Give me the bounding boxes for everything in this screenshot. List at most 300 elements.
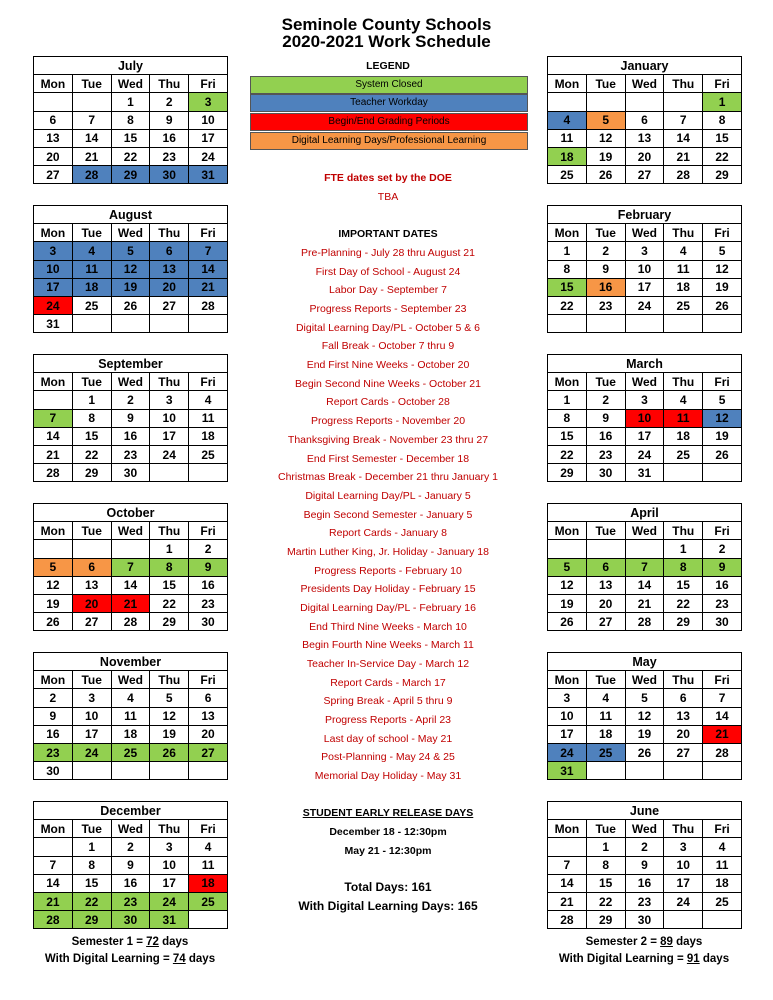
day-cell: 22 [703,147,742,165]
day-cell [548,540,587,558]
week-row [34,743,228,761]
week-row [34,391,228,409]
day-header: Fri [703,522,742,540]
week-row [548,111,742,129]
legend-digital-learning: Digital Learning Days/Professional Learning [250,132,528,150]
week-row [548,911,742,929]
semester1-total: Semester 1 = 72 days [71,936,189,948]
day-cell: 22 [586,892,625,910]
important-dates-heading: IMPORTANT DATES [338,228,438,240]
day-cell [34,93,73,111]
day-cell [72,315,111,333]
important-date-item: Digital Learning Day/PL - February 16 [300,601,476,614]
page-title: Seminole County Schools [281,15,492,34]
day-cell: 14 [72,129,111,147]
week-row [34,558,228,576]
day-cell: 28 [664,166,703,184]
week-row [548,743,742,761]
day-cell: 25 [72,296,111,314]
day-cell: 31 [34,315,73,333]
day-cell: 9 [189,558,228,576]
day-cell: 31 [548,762,587,780]
day-cell: 4 [548,111,587,129]
day-cell: 21 [34,892,73,910]
month-name: April [548,504,742,522]
day-cell: 20 [586,594,625,612]
day-cell: 22 [72,892,111,910]
day-header: Fri [703,75,742,93]
month-calendar-january [547,56,742,184]
day-header: Mon [548,671,587,689]
day-cell: 11 [703,856,742,874]
day-cell: 7 [703,689,742,707]
day-header: Thu [150,224,189,242]
day-header: Wed [625,820,664,838]
month-calendar-august [33,205,228,333]
day-cell: 11 [664,260,703,278]
day-cell: 5 [586,111,625,129]
day-cell [189,315,228,333]
day-cell [150,464,189,482]
day-cell: 22 [72,445,111,463]
day-cell: 29 [586,911,625,929]
day-cell: 30 [111,464,150,482]
day-cell: 16 [111,874,150,892]
week-row [548,464,742,482]
week-row [548,166,742,184]
day-cell [72,762,111,780]
day-cell: 15 [586,874,625,892]
day-cell: 13 [664,707,703,725]
day-header: Mon [548,224,587,242]
day-cell: 18 [703,874,742,892]
day-header: Wed [111,75,150,93]
day-cell: 12 [586,129,625,147]
week-row [548,409,742,427]
month-name: September [34,355,228,373]
day-cell: 23 [111,892,150,910]
important-date-item: End First Nine Weeks - October 20 [306,359,470,372]
day-header: Tue [586,373,625,391]
day-cell: 5 [111,242,150,260]
day-cell [625,93,664,111]
week-row [34,242,228,260]
day-cell: 19 [625,725,664,743]
legend-title: LEGEND [366,60,410,72]
day-cell: 9 [111,856,150,874]
day-header: Wed [625,522,664,540]
day-cell: 20 [664,725,703,743]
day-cell: 20 [34,147,73,165]
month-name: February [548,206,742,224]
day-cell: 10 [548,707,587,725]
day-cell: 3 [625,391,664,409]
day-cell: 7 [34,856,73,874]
day-cell: 28 [34,911,73,929]
day-header: Mon [548,820,587,838]
day-cell: 28 [34,464,73,482]
day-cell: 15 [72,427,111,445]
day-cell: 5 [34,558,73,576]
day-cell: 13 [34,129,73,147]
important-date-item: Teacher In-Service Day - March 12 [306,658,470,670]
day-cell: 23 [586,296,625,314]
week-row [34,464,228,482]
important-date-item: Presidents Day Holiday - February 15 [300,583,476,596]
day-cell: 26 [150,743,189,761]
week-row [548,725,742,743]
day-cell [189,911,228,929]
day-cell: 21 [548,892,587,910]
day-cell: 26 [548,613,587,631]
day-cell: 4 [664,242,703,260]
day-cell: 19 [703,278,742,296]
important-date-item: Thanksgiving Break - November 23 thru 27 [287,433,489,446]
week-row [34,540,228,558]
day-cell: 15 [703,129,742,147]
day-cell: 5 [703,391,742,409]
day-cell: 14 [34,427,73,445]
day-cell: 24 [625,296,664,314]
day-header: Mon [548,75,587,93]
day-cell: 6 [34,111,73,129]
day-cell: 13 [150,260,189,278]
day-cell: 28 [625,613,664,631]
day-cell: 30 [586,464,625,482]
day-header: Mon [34,75,73,93]
day-cell: 7 [625,558,664,576]
day-cell: 22 [548,445,587,463]
day-cell: 17 [150,874,189,892]
day-cell: 8 [548,409,587,427]
month-name: December [34,802,228,820]
day-cell [586,93,625,111]
day-cell: 11 [586,707,625,725]
day-cell: 21 [72,147,111,165]
day-cell: 27 [150,296,189,314]
week-row [548,540,742,558]
week-row [34,147,228,165]
important-date-item: End Third Nine Weeks - March 10 [309,620,467,633]
day-cell: 7 [548,856,587,874]
important-date-item: Report Cards - January 8 [329,527,447,540]
day-cell [150,315,189,333]
day-cell: 27 [664,743,703,761]
week-row [548,689,742,707]
day-cell: 26 [586,166,625,184]
month-calendar-may [547,652,742,780]
day-cell: 17 [664,874,703,892]
day-cell: 18 [72,278,111,296]
day-cell: 11 [72,260,111,278]
week-row [34,762,228,780]
day-cell: 12 [34,576,73,594]
day-cell: 12 [625,707,664,725]
day-cell: 11 [548,129,587,147]
day-cell: 25 [703,892,742,910]
day-header: Wed [111,224,150,242]
day-header: Tue [586,224,625,242]
early-release-heading: STUDENT EARLY RELEASE DAYS [302,807,474,819]
week-row [548,278,742,296]
important-date-item: Report Cards - October 28 [326,396,450,409]
day-cell [703,315,742,333]
day-cell: 25 [664,296,703,314]
day-cell: 19 [150,725,189,743]
fte-value: TBA [377,191,399,203]
day-cell: 19 [586,147,625,165]
day-cell: 3 [625,242,664,260]
day-cell: 17 [150,427,189,445]
day-cell: 17 [189,129,228,147]
month-calendar-april [547,503,742,631]
day-cell: 16 [703,576,742,594]
important-date-item: Progress Reports - November 20 [310,415,466,428]
week-row [34,892,228,910]
day-cell: 8 [150,558,189,576]
important-date-item: Pre-Planning - July 28 thru August 21 [301,247,475,259]
day-cell: 2 [34,689,73,707]
week-row [34,689,228,707]
month-name: January [548,57,742,75]
day-cell: 23 [703,594,742,612]
day-header: Fri [703,820,742,838]
week-row [34,911,228,929]
day-cell [548,315,587,333]
day-cell: 15 [664,576,703,594]
day-cell: 3 [72,689,111,707]
day-cell: 10 [150,409,189,427]
day-cell: 2 [189,540,228,558]
day-header: Fri [189,820,228,838]
day-cell [111,540,150,558]
month-calendar-march [547,354,742,482]
day-cell: 5 [150,689,189,707]
day-cell: 2 [586,242,625,260]
day-cell: 2 [703,540,742,558]
day-cell: 24 [548,743,587,761]
important-date-item: Digital Learning Day/PL - January 5 [305,489,471,502]
day-cell: 26 [34,613,73,631]
important-date-item: First Day of School - August 24 [315,265,461,278]
day-cell: 24 [150,445,189,463]
day-cell: 28 [72,166,111,184]
week-row [548,594,742,612]
day-cell: 25 [586,743,625,761]
day-cell: 17 [548,725,587,743]
important-date-item: Report Cards - March 17 [330,676,446,689]
day-header: Fri [703,671,742,689]
day-header: Thu [150,820,189,838]
day-cell: 12 [548,576,587,594]
month-name: March [548,355,742,373]
day-header: Fri [189,373,228,391]
day-cell: 18 [189,427,228,445]
total-days: Total Days: 161 [344,880,432,894]
day-cell: 13 [586,576,625,594]
day-cell: 16 [189,576,228,594]
important-date-item: Spring Break - April 5 thru 9 [323,695,453,708]
week-row [548,242,742,260]
day-cell: 1 [703,93,742,111]
week-row [34,594,228,612]
day-cell [72,540,111,558]
day-cell: 7 [72,111,111,129]
day-cell [34,540,73,558]
day-header: Thu [150,671,189,689]
day-cell: 3 [189,93,228,111]
day-header: Fri [189,671,228,689]
day-cell [664,93,703,111]
day-cell: 21 [34,445,73,463]
day-cell [664,315,703,333]
day-cell: 4 [189,838,228,856]
day-header: Tue [72,373,111,391]
fte-heading: FTE dates set by the DOE [324,172,452,184]
day-cell: 13 [72,576,111,594]
day-cell: 10 [664,856,703,874]
day-cell [703,464,742,482]
important-date-item: Progress Reports - February 10 [314,564,462,577]
day-cell: 10 [189,111,228,129]
day-cell: 14 [111,576,150,594]
day-cell: 28 [189,296,228,314]
early-release-item: December 18 - 12:30pm [329,826,447,838]
day-cell: 9 [703,558,742,576]
day-cell: 21 [189,278,228,296]
day-header: Thu [664,522,703,540]
important-date-item: Martin Luther King, Jr. Holiday - January 18 [287,545,489,558]
day-cell: 24 [150,892,189,910]
day-cell: 28 [703,743,742,761]
week-row [34,445,228,463]
month-calendar-september [33,354,228,482]
week-row [34,856,228,874]
day-cell [111,762,150,780]
day-cell [548,838,587,856]
day-header: Tue [586,522,625,540]
month-calendar-february [547,205,742,333]
day-cell: 17 [34,278,73,296]
day-cell: 9 [586,260,625,278]
day-cell: 7 [111,558,150,576]
week-row [548,315,742,333]
day-cell: 8 [703,111,742,129]
week-row [34,296,228,314]
day-cell: 6 [664,689,703,707]
month-name: May [548,653,742,671]
day-cell: 14 [189,260,228,278]
legend-system-closed: System Closed [250,76,528,94]
important-date-item: Last day of school - May 21 [323,732,453,745]
day-cell: 24 [189,147,228,165]
day-cell: 4 [189,391,228,409]
day-cell: 8 [72,409,111,427]
day-header: Wed [625,373,664,391]
day-cell: 15 [72,874,111,892]
day-cell: 25 [111,743,150,761]
day-cell: 30 [111,911,150,929]
day-cell [664,762,703,780]
day-cell: 19 [111,278,150,296]
day-cell [72,93,111,111]
day-cell [34,838,73,856]
day-cell: 8 [111,111,150,129]
day-cell: 15 [548,427,587,445]
week-row [548,762,742,780]
important-date-item: Post-Planning - May 24 & 25 [321,751,455,764]
day-cell: 24 [72,743,111,761]
day-cell: 25 [189,445,228,463]
day-cell: 1 [548,242,587,260]
day-cell: 19 [34,594,73,612]
day-cell: 6 [150,242,189,260]
day-cell: 11 [189,856,228,874]
day-cell: 31 [150,911,189,929]
day-cell: 14 [625,576,664,594]
week-row [548,892,742,910]
important-date-item: Begin Second Nine Weeks - October 21 [295,377,481,390]
semester1-digital-total: With Digital Learning = 74 days [44,953,216,965]
week-row [548,838,742,856]
day-cell: 16 [34,725,73,743]
day-header: Fri [189,522,228,540]
day-cell: 8 [586,856,625,874]
day-cell: 27 [586,613,625,631]
day-cell: 20 [625,147,664,165]
day-cell: 13 [625,129,664,147]
week-row [548,856,742,874]
day-cell: 10 [625,260,664,278]
day-cell: 10 [150,856,189,874]
day-cell: 17 [72,725,111,743]
day-cell: 3 [548,689,587,707]
day-cell: 1 [150,540,189,558]
week-row [34,874,228,892]
day-cell: 15 [111,129,150,147]
day-cell: 29 [72,464,111,482]
day-cell: 11 [111,707,150,725]
early-release-item: May 21 - 12:30pm [344,845,432,857]
day-header: Fri [703,373,742,391]
day-cell: 20 [72,594,111,612]
day-cell [586,540,625,558]
day-cell [664,911,703,929]
day-header: Wed [111,671,150,689]
day-cell: 1 [72,391,111,409]
important-date-item: Labor Day - September 7 [329,284,447,297]
important-date-item: Fall Break - October 7 thru 9 [321,340,455,353]
week-row [548,427,742,445]
week-row [34,838,228,856]
day-header: Mon [548,373,587,391]
day-cell: 23 [111,445,150,463]
day-cell: 22 [664,594,703,612]
day-cell: 30 [34,762,73,780]
day-cell: 8 [548,260,587,278]
week-row [34,707,228,725]
day-header: Tue [72,75,111,93]
week-row [34,427,228,445]
month-name: June [548,802,742,820]
day-cell [625,762,664,780]
day-cell: 18 [664,278,703,296]
day-header: Wed [625,224,664,242]
total-with-digital: With Digital Learning Days: 165 [298,899,478,913]
day-cell: 18 [664,427,703,445]
day-cell: 17 [625,278,664,296]
day-cell: 4 [586,689,625,707]
